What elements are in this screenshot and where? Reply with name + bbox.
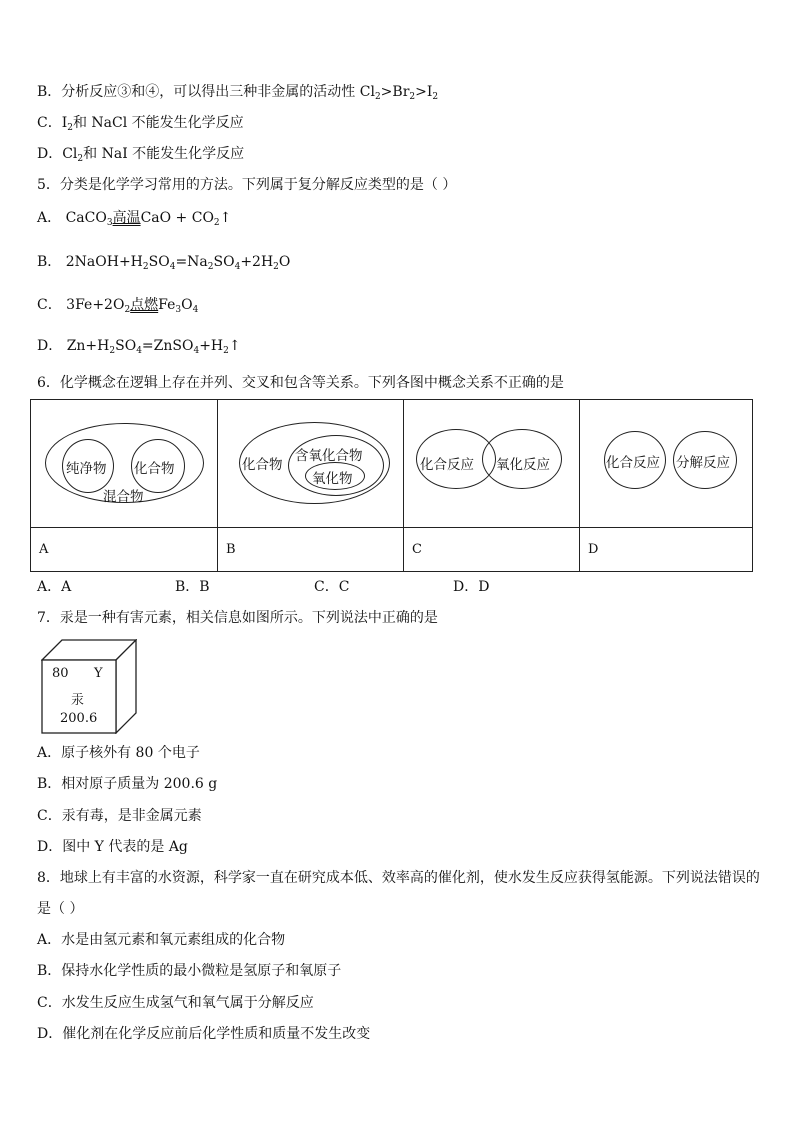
q5-option-d: D． $Zn+H_2SO_4=ZnSO_4+H_2↑$ xyxy=(37,338,241,356)
q8-option-c: C．水发生反应生成氢气和氧气属于分解反应 xyxy=(37,995,314,1011)
q6-figure-c xyxy=(404,400,580,528)
q6-option-a: A．A xyxy=(37,579,72,595)
q6-label-d: D xyxy=(580,528,753,572)
q7-stem: 7．汞是一种有害元素，相关信息如图所示。下列说法中正确的是 xyxy=(37,610,438,626)
label-oxide: 氧化物 xyxy=(312,471,353,487)
q4-option-d: D．$Cl_2$和 NaI 不能发生化学反应 xyxy=(37,146,245,164)
label-combination-reaction-d: 化合反应 xyxy=(606,455,660,471)
q6-label-c: C xyxy=(404,528,580,572)
q7-option-c: C．汞有毒，是非金属元素 xyxy=(37,808,202,824)
q8-option-a: A．水是由氢元素和氧元素组成的化合物 xyxy=(37,932,286,948)
label-oxygen-compound: 含氧化合物 xyxy=(295,448,363,464)
q7-option-a: A．原子核外有 80 个电子 xyxy=(37,745,200,761)
q7-option-b: B．相对原子质量为 200.6 g xyxy=(37,776,218,792)
q5-option-b: B． $2NaOH+H_2SO_4=Na_2SO_4+2H_2O$ xyxy=(37,254,291,272)
label-mixture: 混合物 xyxy=(103,489,144,505)
element-name: 汞 xyxy=(71,693,85,708)
element-symbol: Y xyxy=(94,666,103,681)
q8-option-d: D．催化剂在化学反应前后化学性质和质量不发生改变 xyxy=(37,1026,371,1042)
q6-option-c: C．C xyxy=(314,579,350,595)
label-decomposition-reaction: 分解反应 xyxy=(676,455,730,471)
q6-label-b: B xyxy=(218,528,404,572)
label-combination-reaction: 化合反应 xyxy=(420,457,474,473)
label-compound-outer: 化合物 xyxy=(242,457,283,473)
q6-figure-a xyxy=(31,400,218,528)
atomic-mass: 200.6 xyxy=(60,711,98,726)
q6-figure-d xyxy=(580,400,753,528)
element-cube xyxy=(41,639,137,734)
q6-stem: 6．化学概念在逻辑上存在并列、交叉和包含等关系。下列各图中概念关系不正确的是 xyxy=(37,375,564,391)
q8-stem-line1: 8．地球上有丰富的水资源，科学家一直在研究成本低、效率高的催化剂，使水发生反应获得氢能源。下列说法错误的 xyxy=(37,870,760,886)
q5-a-condition: 高温 xyxy=(112,210,141,226)
q5-option-a: A． CaCO$_3$高温CaO + $CO_2↑$ xyxy=(37,210,232,228)
label-oxidation-reaction: 氧化反应 xyxy=(496,457,550,473)
q4-option-c: C．$I_2$和 NaCl 不能发生化学反应 xyxy=(37,115,244,133)
q6-option-b: B．B xyxy=(175,579,210,595)
q5-c-condition: 点燃 xyxy=(130,297,159,313)
q7-option-d: D．图中 Y 代表的是 Ag xyxy=(37,839,188,855)
q5-option-c: C． $3Fe+2O_2$点燃$Fe_3O_4$ xyxy=(37,297,199,315)
q4-option-b: B．分析反应③和④，可以得出三种非金属的活动性 $Cl_2>Br_2>I_2$ xyxy=(37,84,439,102)
q8-option-b: B．保持水化学性质的最小微粒是氢原子和氧原子 xyxy=(37,963,342,979)
q6-option-d: D．D xyxy=(453,579,490,595)
atomic-number: 80 xyxy=(52,666,69,681)
q8-stem-line2: 是（ ） xyxy=(37,901,84,917)
q6-label-a: A xyxy=(31,528,218,572)
q5-stem: 5．分类是化学学习常用的方法。下列属于复分解反应类型的是（ ） xyxy=(37,177,457,193)
q6-diagram-table xyxy=(30,399,753,572)
label-compound: 化合物 xyxy=(134,461,175,477)
q6-figure-b xyxy=(218,400,404,528)
label-pure-substance: 纯净物 xyxy=(66,461,107,477)
